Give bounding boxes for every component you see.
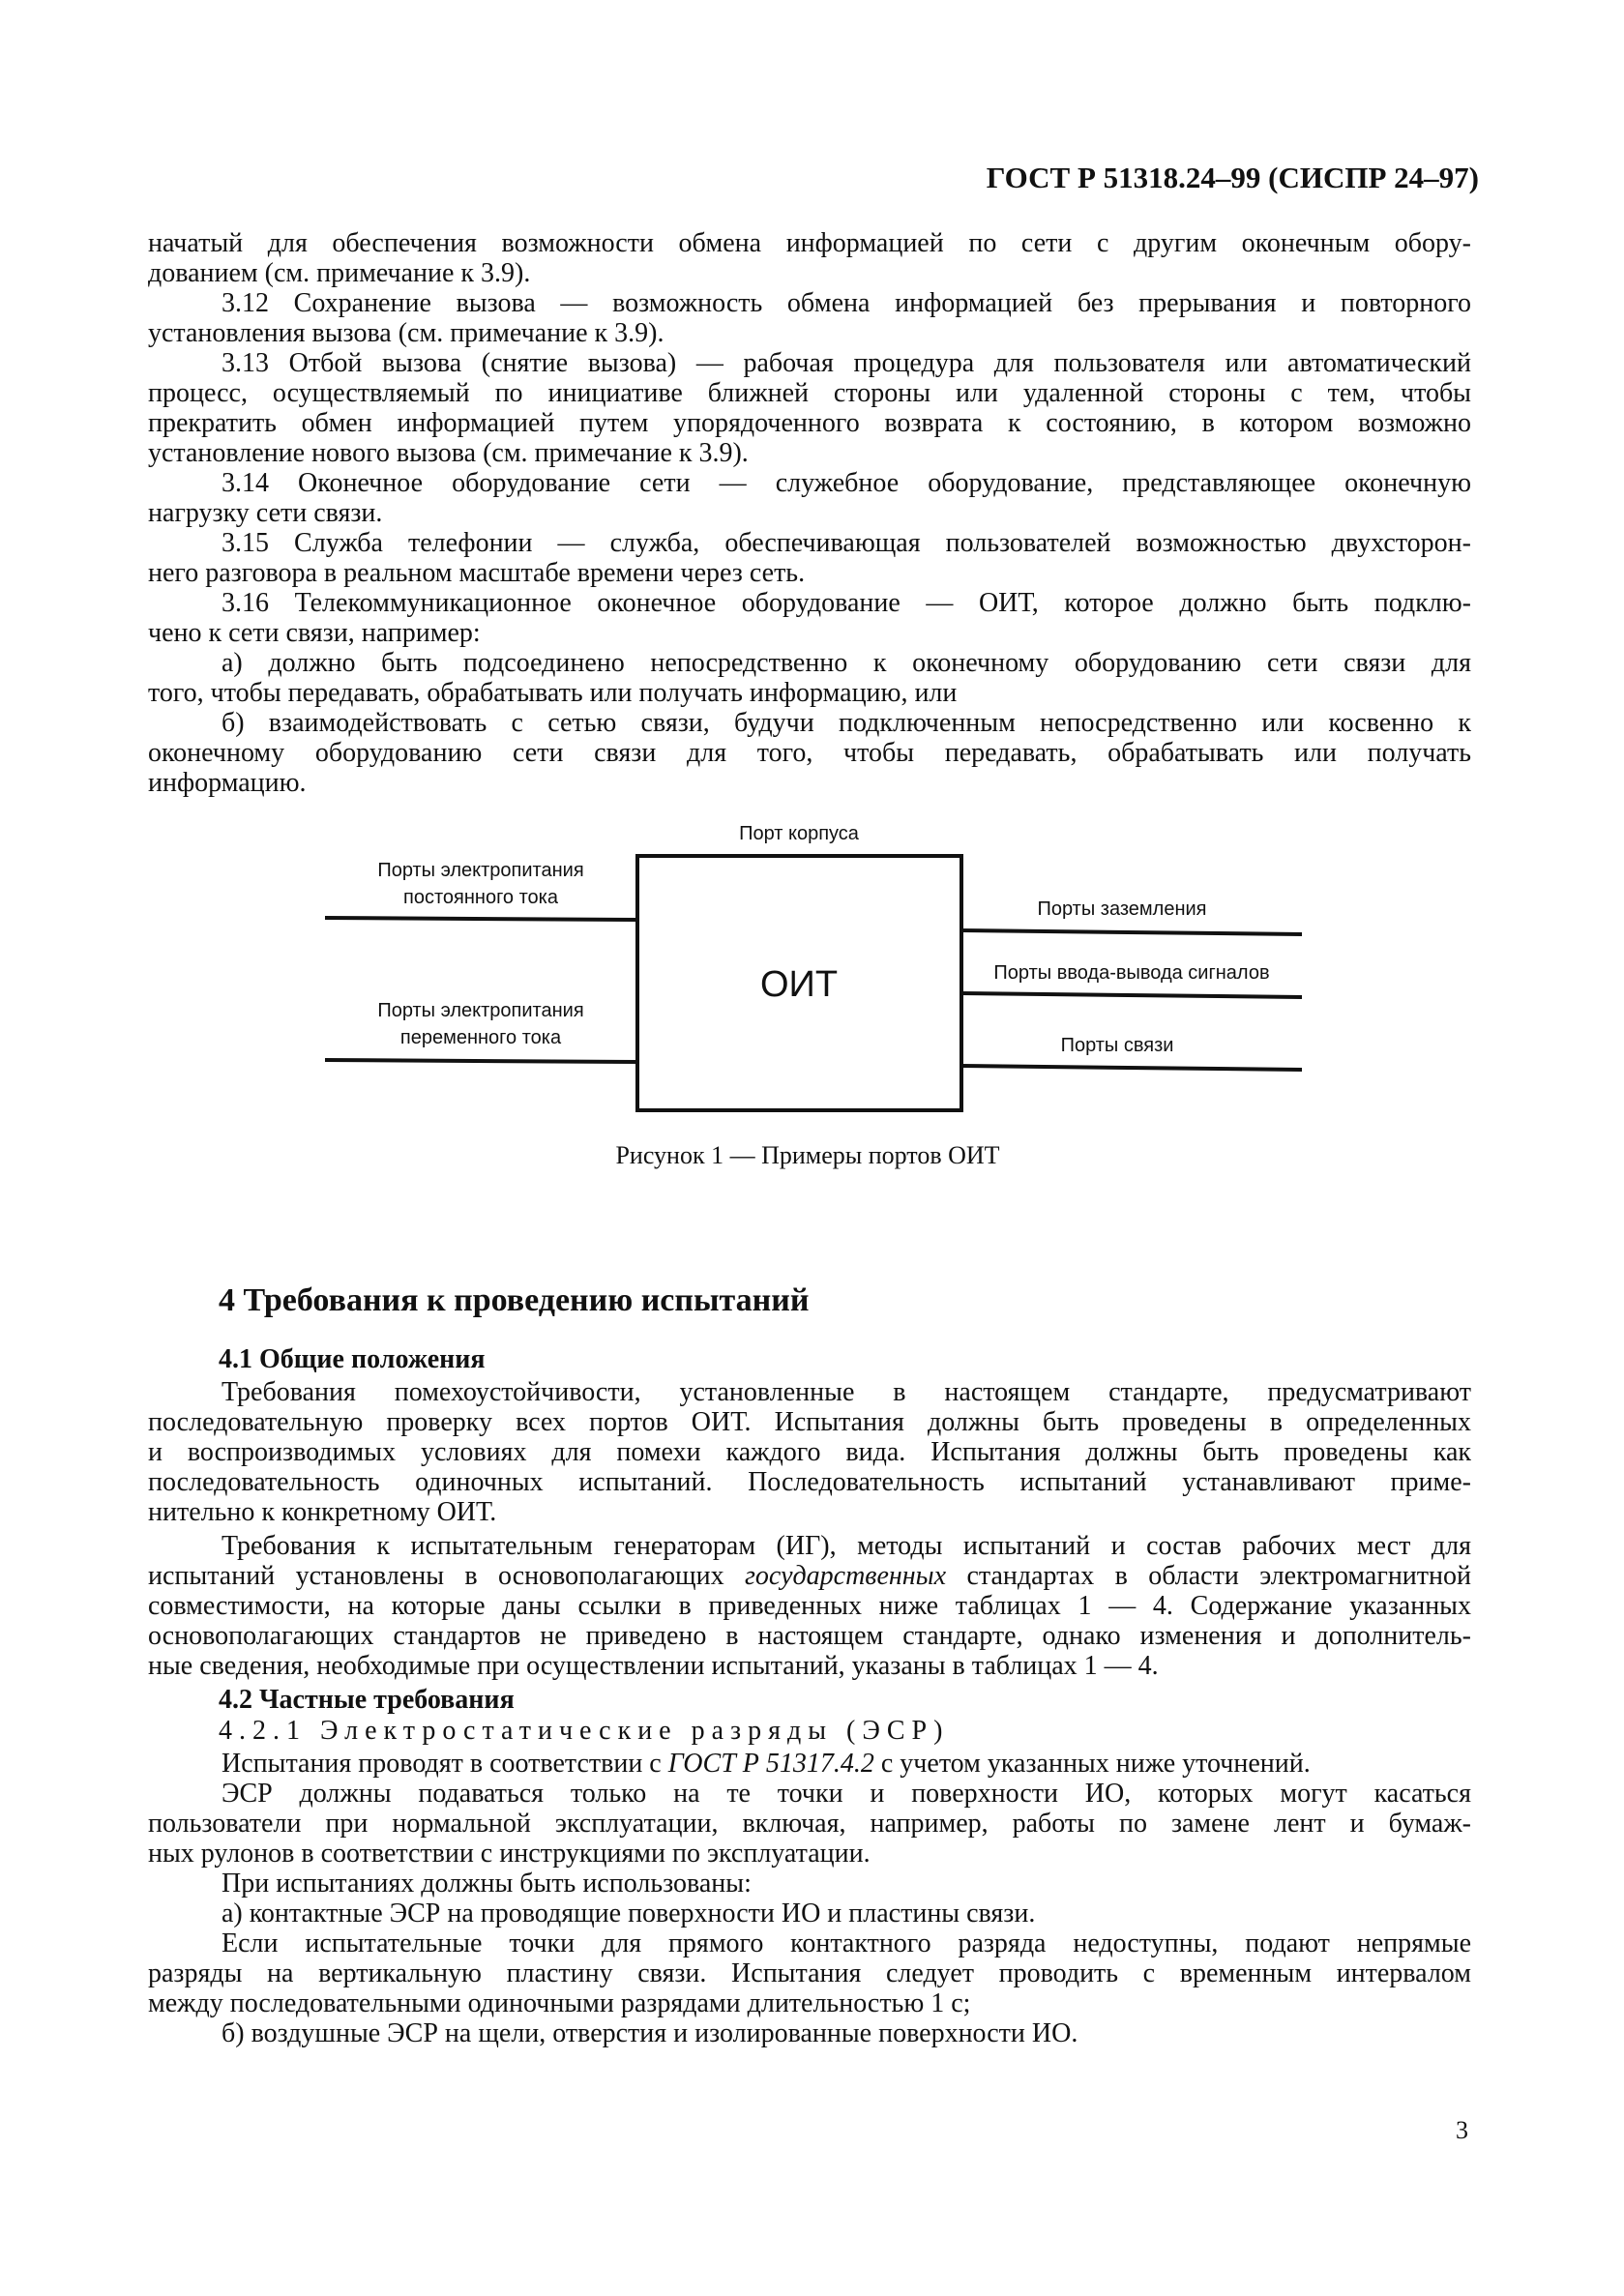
- text-line: дованием (см. примечание к 3.9).: [148, 258, 531, 288]
- subsection-4-2-1-heading: 4.2.1 Электростатические разряды (ЭСР): [219, 1716, 950, 1746]
- oit-box-label: ОИТ: [759, 964, 839, 1005]
- section-3-text: [148, 228, 1471, 798]
- paragraph: [148, 228, 1471, 288]
- text-line: нительно к конкретному ОИТ.: [148, 1497, 497, 1527]
- paragraph: [148, 288, 1471, 348]
- text-line: б) взаимодействовать с сетью связи, будучи подключенным непосредственно или косвенно к: [221, 708, 1471, 738]
- signal-io-port-label: Порты ввода-вывода сигналов: [993, 962, 1270, 984]
- italic-term: ГОСТ Р 51317.4.2: [667, 1749, 874, 1779]
- text-line: а) контактные ЭСР на проводящие поверхности ИО и пластины связи.: [221, 1899, 1036, 1928]
- text-line: Испытания проводят в соответствии с ГОСТ Р 51317.4.2 с учетом указанных ниже уточнений.: [221, 1749, 1311, 1779]
- port-line-telecom: [961, 1066, 1302, 1070]
- port-line-signal-io: [961, 993, 1302, 997]
- ground-port-label: Порты заземления: [1037, 898, 1207, 920]
- port-line-ac-power: [325, 1060, 637, 1062]
- paragraph: [148, 588, 1471, 648]
- text-line: установление нового вызова (см. примечание к 3.9).: [148, 438, 749, 468]
- text-line: ЭСР должны подаваться только на те точки и поверхности ИО, которых могут касаться: [221, 1779, 1471, 1809]
- text-line: 3.12 Сохранение вызова — возможность обмена информацией без прерывания и повторного: [221, 288, 1471, 318]
- paragraph: [148, 1749, 1471, 1779]
- text-line: установления вызова (см. примечание к 3.9).: [148, 318, 664, 348]
- text-line: Требования к испытательным генераторам (ИГ), методы испытаний и состав рабочих мест для: [221, 1531, 1471, 1561]
- label-line: постоянного тока: [403, 887, 558, 908]
- text-line: информацию.: [148, 768, 307, 798]
- text-line: При испытаниях должны быть использованы:: [221, 1869, 752, 1899]
- text-line: нагрузку сети связи.: [148, 498, 383, 528]
- text-line: 3.15 Служба телефонии — служба, обеспечивающая пользователей возможностью двухсторон-: [221, 528, 1471, 558]
- paragraph: [148, 648, 1471, 708]
- text-line: 3.14 Оконечное оборудование сети — служебное оборудование, представляющее оконечную: [221, 468, 1471, 498]
- label-line: Порты электропитания: [377, 1000, 584, 1021]
- text-line: между последовательными одиночными разрядами длительностью 1 с;: [148, 1988, 971, 2018]
- text-line: прекратить обмен информацией путем упорядоченного возврата к состоянию, в котором возможно: [148, 408, 1471, 438]
- paragraph: [148, 2018, 1471, 2048]
- text-line: последовательную проверку всех портов ОИТ. Испытания должны быть проведены в определенных: [148, 1407, 1471, 1437]
- italic-term: государственных: [744, 1561, 947, 1591]
- label-line: переменного тока: [399, 1027, 562, 1048]
- page-number: 3: [1456, 2116, 1468, 2144]
- section-4-heading: 4 Требования к проведению испытаний: [219, 1282, 810, 1318]
- text-line: испытаний установлены в основополагающих государственных стандартах в области электромагнитной: [148, 1561, 1471, 1591]
- text-line: ных рулонов в соответствии с инструкциями по эксплуатации.: [148, 1839, 871, 1869]
- telecom-port-label: Порты связи: [1060, 1035, 1174, 1056]
- paragraph: [148, 528, 1471, 588]
- label-line: Порты электропитания: [377, 860, 584, 881]
- figure-caption: Рисунок 1 — Примеры портов ОИТ: [615, 1141, 1000, 1169]
- paragraph: [148, 1377, 1471, 1527]
- paragraph: [148, 348, 1471, 468]
- text-line: Если испытательные точки для прямого контактного разряда недоступны, подают непрямые: [221, 1928, 1471, 1958]
- text-line: основополагающих стандартов не приведено в настоящем стандарте, однако изменения и дополнитель-: [148, 1621, 1471, 1651]
- section-4-2-1-text: [148, 1749, 1471, 2048]
- text-line: б) воздушные ЭСР на щели, отверстия и изолированные поверхности ИО.: [221, 2018, 1078, 2048]
- text-line: а) должно быть подсоединено непосредственно к оконечному оборудованию сети связи для: [221, 648, 1471, 678]
- port-line-ground: [961, 930, 1302, 934]
- enclosure-port-label: Порт корпуса: [739, 823, 859, 844]
- paragraph: [148, 1899, 1471, 1928]
- subsection-4-2-heading: 4.2 Частные требования: [219, 1685, 515, 1715]
- paragraph: [148, 1928, 1471, 2018]
- text-line: 3.13 Отбой вызова (снятие вызова) — рабочая процедура для пользователя или автоматический: [221, 348, 1471, 378]
- paragraph: [148, 1531, 1471, 1681]
- text-line: и воспроизводимых условиях для помехи каждого вида. Испытания должны быть проведены как: [148, 1437, 1471, 1467]
- port-line-dc-power: [325, 918, 637, 920]
- text-line: чено к сети связи, например:: [148, 618, 481, 648]
- text-line: совместимости, на которые даны ссылки в приведенных ниже таблицах 1 — 4. Содержание указанных: [148, 1591, 1471, 1621]
- subsection-4-1-heading: 4.1 Общие положения: [219, 1344, 486, 1374]
- text-line: оконечному оборудованию сети связи для того, чтобы передавать, обрабатывать или получать: [148, 738, 1471, 768]
- text-line: процесс, осуществляемый по инициативе ближней стороны или удаленной стороны с тем, чтобы: [148, 378, 1471, 408]
- text-line: разряды на вертикальную пластину связи. Испытания следует проводить с временным интервалом: [148, 1958, 1471, 1988]
- text-line: ные сведения, необходимые при осуществлении испытаний, указаны в таблицах 1 — 4.: [148, 1651, 1159, 1681]
- ac-power-port-label: [377, 997, 583, 1051]
- text-line: Требования помехоустойчивости, установленные в настоящем стандарте, предусматривают: [221, 1377, 1471, 1407]
- paragraph: [148, 1779, 1471, 1869]
- text-line: пользователи при нормальной эксплуатации, включая, например, работы по замене лент и бумаж-: [148, 1809, 1471, 1839]
- paragraph: [148, 1869, 1471, 1899]
- paragraph: [148, 468, 1471, 528]
- text-line: последовательность одиночных испытаний. Последовательность испытаний устанавливают приме-: [148, 1467, 1471, 1497]
- dc-power-port-label: [377, 857, 583, 911]
- text-line: 3.16 Телекоммуникационное оконечное оборудование — ОИТ, которое должно быть подклю-: [221, 588, 1471, 618]
- text-line: того, чтобы передавать, обрабатывать или получать информацию, или: [148, 678, 958, 708]
- paragraph: [148, 708, 1471, 798]
- document-header: ГОСТ Р 51318.24–99 (СИСПР 24–97): [986, 161, 1479, 194]
- section-4-1-text: [148, 1377, 1471, 1681]
- text-line: начатый для обеспечения возможности обмена информацией по сети с другим оконечным обору-: [148, 228, 1471, 258]
- text-line: него разговора в реальном масштабе времени через сеть.: [148, 558, 806, 588]
